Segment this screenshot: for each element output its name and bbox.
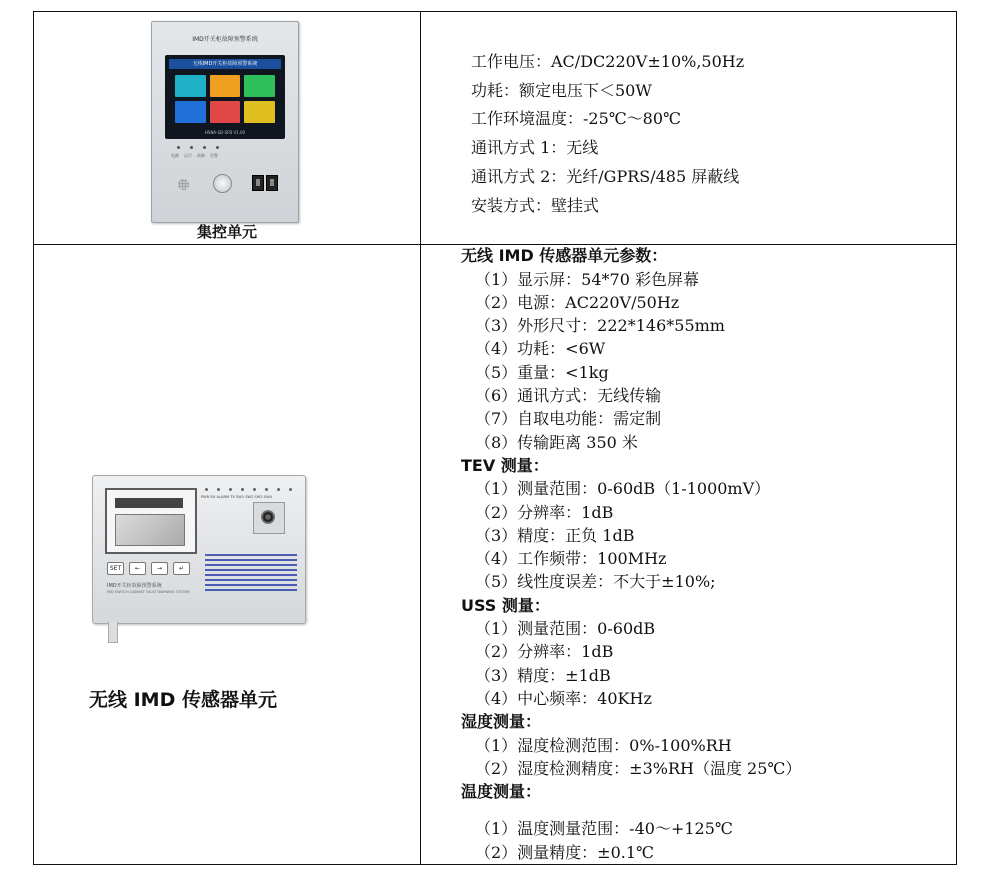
spec-item: （1）湿度检测范围：0%-100%RH — [475, 735, 732, 755]
right-arrow-key: → — [151, 562, 168, 575]
led-icon — [217, 488, 220, 491]
spec-item: （4）功耗：<6W — [475, 339, 606, 359]
spec-line: 工作电压：AC/DC220V±10%,50Hz — [471, 52, 745, 71]
spec-item: （4）工作频带：100MHz — [475, 549, 667, 569]
switch-icon — [266, 175, 278, 191]
spec-item: （2）湿度检测精度：±3%RH（温度 25℃） — [475, 758, 802, 778]
led-icon — [229, 488, 232, 491]
led-labels: PWR RX ALARM TX SW1 SW2 SW3 SW4 — [201, 495, 272, 500]
led-icon — [265, 488, 268, 491]
device-subname: IMD SWITCH CABINET FAULT WARNING SYSTEM — [107, 590, 190, 595]
spec-item: （6）通讯方式：无线传输 — [475, 386, 662, 406]
led-icon — [241, 488, 244, 491]
unit-label: 集控单元 — [196, 223, 257, 241]
table-row — [34, 12, 957, 245]
device-header: IMD开关柜故障预警系统 — [192, 36, 258, 43]
led-icon — [205, 488, 208, 491]
spec-list — [461, 244, 801, 864]
unit-label: 无线 IMD 传感器单元 — [89, 689, 277, 712]
spec-line: 功耗：额定电压下＜50W — [471, 80, 652, 100]
spec-line: 安装方式：壁挂式 — [471, 195, 600, 215]
led-icon — [203, 146, 206, 149]
led-label: 告警 — [210, 153, 218, 158]
screen-tile — [210, 75, 241, 97]
led-label: 电源 — [171, 153, 179, 158]
section-heading: USS 测量： — [461, 595, 550, 615]
indicator-leds — [177, 146, 219, 149]
led-icon — [216, 146, 219, 149]
sensor-lens-icon — [253, 502, 285, 534]
device-screen — [165, 55, 285, 139]
table-row — [34, 245, 957, 865]
spec-line: 通讯方式 2：光纤/GPRS/485 屏蔽线 — [471, 166, 740, 186]
screen-tiles — [175, 75, 275, 123]
led-label: 故障 — [197, 153, 205, 158]
spec-list — [471, 48, 744, 220]
image-cell — [34, 245, 421, 865]
screen-tile — [244, 101, 275, 123]
central-control-unit-photo — [151, 21, 299, 223]
speaker-icon — [178, 179, 189, 190]
led-icon — [277, 488, 280, 491]
enter-key: ↵ — [173, 562, 190, 575]
led-labels — [171, 153, 218, 159]
device-name: IMD开关柜故障预警系统 — [107, 583, 162, 590]
spec-item: （3）外形尺寸：222*146*55mm — [475, 316, 725, 336]
spec-item: （3）精度：正负 1dB — [475, 525, 635, 545]
spec-item: （5）重量：<1kg — [475, 362, 609, 382]
antenna-icon — [108, 622, 118, 643]
spec-item: （7）自取电功能：需定制 — [475, 409, 662, 429]
switch-icon — [252, 175, 264, 191]
spec-item: （2）测量精度：±0.1℃ — [475, 842, 654, 862]
led-icon — [289, 488, 292, 491]
spec-item: （1）测量范围：0-60dB（1-1000mV） — [475, 479, 771, 499]
screen-title: 无线IMD开关柜故障预警系统 — [169, 59, 281, 69]
section-heading: 温度测量： — [461, 782, 542, 802]
vent-grille — [205, 554, 297, 592]
spec-cell — [421, 245, 957, 865]
led-icon — [177, 146, 180, 149]
spec-item: （4）中心频率：40KHz — [475, 688, 652, 708]
led-icon — [253, 488, 256, 491]
left-arrow-key: ← — [129, 562, 146, 575]
spec-cell — [421, 12, 957, 245]
section-heading: TEV 测量： — [461, 455, 549, 475]
spec-item: （1）温度测量范围：-40～+125℃ — [475, 819, 733, 839]
screen-footer: HSNA-SD-SFB V1.00 — [204, 130, 246, 135]
spec-item: （1）测量范围：0-60dB — [475, 619, 656, 639]
spec-item: （2）分辨率：1dB — [475, 502, 614, 522]
screen-tile — [175, 75, 206, 97]
knob-icon — [213, 174, 232, 193]
image-cell — [34, 12, 421, 245]
sensor-unit-photo — [92, 475, 306, 624]
screen-tile — [244, 75, 275, 97]
led-icon — [190, 146, 193, 149]
spec-item: （2）电源：AC220V/50Hz — [475, 292, 680, 312]
section-heading: 湿度测量： — [461, 712, 542, 732]
spec-table — [33, 11, 957, 865]
led-label: 运行 — [184, 153, 192, 158]
keypad — [107, 562, 190, 575]
screen-tile — [175, 101, 206, 123]
spec-item: （8）传输距离 350 米 — [475, 432, 638, 452]
spec-line: 工作环境温度：-25℃～80℃ — [471, 109, 681, 129]
spec-item: （2）分辨率：1dB — [475, 642, 614, 662]
spec-item: （3）精度：±1dB — [475, 665, 611, 685]
indicator-leds — [205, 488, 292, 491]
spec-line: 通讯方式 1：无线 — [471, 138, 599, 158]
section-heading: 无线 IMD 传感器单元参数： — [461, 246, 668, 266]
screen-tile — [210, 101, 241, 123]
spec-item: （5）线性度误差：不大于±10%; — [475, 572, 716, 592]
set-key: SET — [107, 562, 124, 575]
printer-icon — [105, 488, 197, 554]
spec-item: （1）显示屏：54*70 彩色屏幕 — [475, 269, 699, 289]
